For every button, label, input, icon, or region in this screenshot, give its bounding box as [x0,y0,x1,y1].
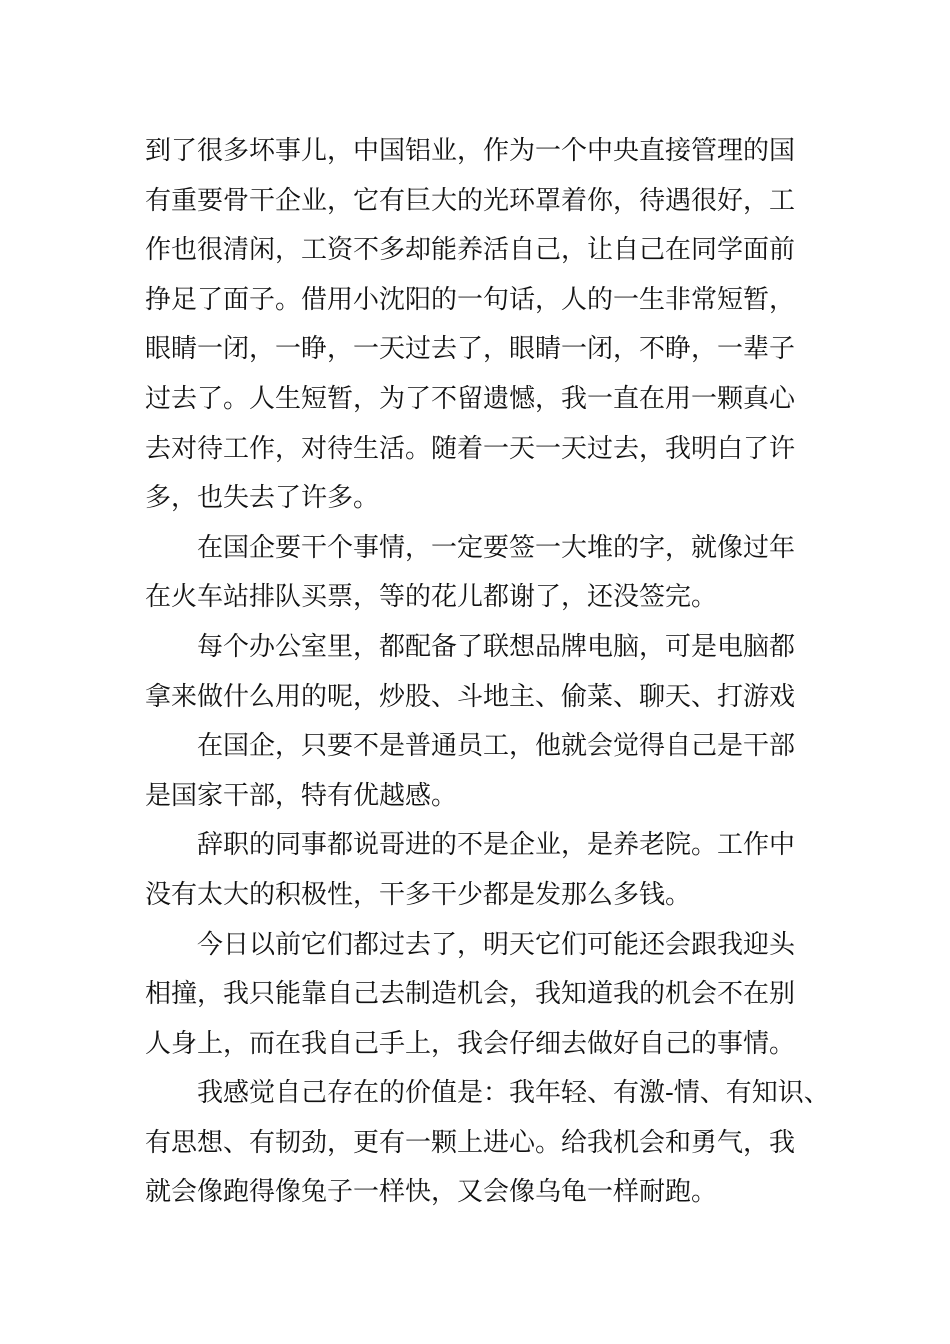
text-line: 人身上，而在我自己手上，我会仔细去做好自己的事情。 [145,1028,796,1059]
paragraph-5 [145,821,835,920]
text-line: 辞职的同事都说哥进的不是企业，是养老院。工作中 [197,830,796,861]
paragraph-1 [145,127,835,524]
text-line: 眼睛一闭，一睁，一天过去了，眼睛一闭，不睁，一辈子 [145,334,796,365]
text-line: 在火车站排队买票，等的花儿都谢了，还没签完。 [145,582,718,613]
paragraph-4 [145,722,835,821]
text-line: 每个办公室里，都配备了联想品牌电脑，可是电脑都 [197,631,796,662]
paragraph-6 [145,921,835,1070]
text-line: 今日以前它们都过去了，明天它们可能还会跟我迎头 [197,929,796,960]
text-line: 就会像跑得像兔子一样快，又会像乌龟一样耐跑。 [145,1177,718,1208]
text-line: 在国企要干个事情，一定要签一大堆的字，就像过年 [197,532,796,563]
text-line: 有思想、有韧劲，更有一颗上进心。给我机会和勇气，我 [145,1127,796,1158]
text-line: 拿来做什么用的呢，炒股、斗地主、偷菜、聊天、打游戏 [145,681,796,712]
text-line: 作也很清闲，工资不多却能养活自己，让自己在同学面前 [145,235,796,266]
text-line: 有重要骨干企业，它有巨大的光环罩着你，待遇很好，工 [145,185,796,216]
text-line: 没有太大的积极性，干多干少都是发那么多钱。 [145,879,692,910]
paragraph-2 [145,524,835,623]
text-line: 到了很多坏事儿，中国铝业，作为一个中央直接管理的国 [145,136,796,166]
text-line: 挣足了面子。借用小沈阳的一句话，人的一生非常短暂， [145,284,796,315]
text-line: 在国企，只要不是普通员工，他就会觉得自己是干部 [197,731,796,762]
text-line: 是国家干部，特有优越感。 [145,780,458,811]
text-line: 相撞，我只能靠自己去制造机会，我知道我的机会不在别 [145,979,796,1010]
paragraph-3 [145,623,835,722]
text-line: 多，也失去了许多。 [145,483,380,514]
text-line: 去对待工作，对待生活。随着一天一天过去，我明白了许 [145,433,796,464]
document-body [145,127,835,1218]
text-line: 我感觉自己存在的价值是：我年轻、有激-情、有知识、 [197,1078,830,1109]
text-line: 过去了。人生短暂，为了不留遗憾，我一直在用一颗真心 [145,383,796,414]
paragraph-7 [145,1069,835,1218]
